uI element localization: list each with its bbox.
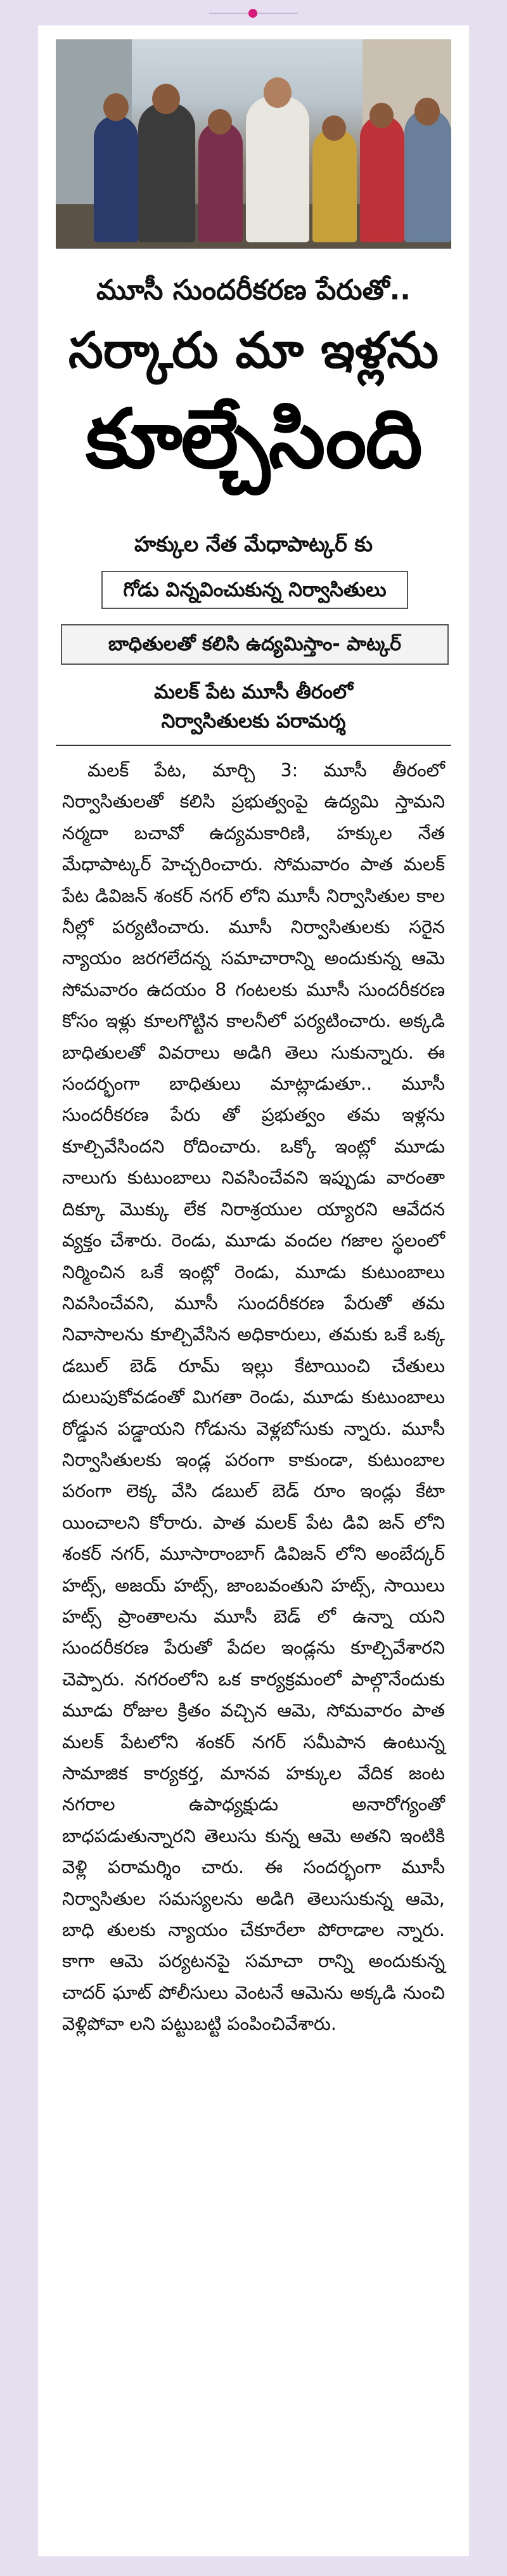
photo-person xyxy=(198,122,243,242)
article-paragraph: మలక్ పేట, మార్చి 3: మూసీ తీరంలో నిర్వాసితులతో కలిసి ప్రభుత్వంపై ఉద్యమి స్తామని నర్మదా బచావో ఉద్యమకారిణి, హక్కుల నేత మేధాపాట్కర్ హెచ్చరించారు. సోమవారం పాత మలక్ పేట డివిజన్ శంకర్ నగర్ లోని మూసీ నిర్వాసితుల కాల నీల్లో పర్యటించారు. మూసీ నిర్వాసితులకు సరైన న్యాయం జరగలేదన్న సమాచారాన్ని అందుకున్న ఆమె సోమవారం ఉదయం 8 గంటలకు మూసీ సుందరీకరణ కోసం ఇళ్లు కూలగొట్టిన కాలనీలో పర్యటించారు. అక్కడి బాధితులతో వివరాలు అడిగి తెలు సుకున్నారు. ఈ సందర్భంగా బాధితులు మాట్లాడుతూ.. మూసీ సుందరీకరణ పేరు తో ప్రభుత్వం తమ ఇళ్లను కూల్చివేసిందని రోదించారు. ఒక్కో ఇంట్లో మూడు నాలుగు కుటుంబాలు నివసించేవని ఇప్పుడు వారంతా దిక్కూ మొక్కు లేక నిరాశ్రయుల య్యారని ఆవేదన వ్యక్తం చేశారు. రెండు, మూడు వందల గజాల స్థలంలో నిర్మించిన ఒకే ఇంట్లో రెండు, మూడు కుటుంబాలు నివసించేవని, మూసీ సుందరీకరణ పేరుతో తమ నివాసాలను కూల్చివేసిన అధికారులు, తమకు ఒకే ఒక్క డబుల్ బెడ్ రూమ్ ఇల్లు కేటాయించి చేతులు దులుపుకోవడంతో మిగతా రెండు, మూడు కుటుంబాలు రోడ్డున పడ్డాయని గోడును వెళ్లబోసుకు న్నారు. మూసీ నిర్వాసితులకు ఇండ్ల పరంగా కాకుండా, కుటుంబాల పరంగా లెక్క వేసి డబుల్ బెడ్ రూం ఇండ్లు కేటా యించాలని కోరారు. పాత మలక్ పేట డివి జన్ లోని శంకర్ నగర్, మూసారాంబాగ్ డివిజన్ లోని అంబేద్కర్ హట్స్, అజయ్ హట్స్, జాంబవంతుని హట్స్, సాయిలు హట్స్ ప్రాంతాలను మూసీ బెడ్ లో ఉన్నా యని సుందరీకరణ పేరుతో పేదల ఇండ్లను కూల్చివేశారని చెప్పారు. నగరంలోని ఒక కార్యక్రమంలో పాల్గొనేందుకు మూడు రోజుల క్రితం వచ్చిన ఆమె, సోమవారం పాత మలక్ పేటలోని శంకర్ నగర్ సమీపాన ఉంటున్న సామాజిక కార్యకర్త, మానవ హక్కుల వేదిక జంట నగరాల ఉపాధ్యక్షుడు అనారోగ్యంతో బాధపడుతున్నారని తెలుసు కున్న ఆమె అతని ఇంటికి వెళ్లి పరామర్శిం చారు. ఈ సందర్భంగా మూసీ నిర్వాసితుల సమస్యలను అడిగి తెలుసుకున్న ఆమె, బాధి తులకు న్యాయం చేకూరేలా పోరాడాల న్నారు. కాగా ఆమె పర్యటనపై సమాచా రాన్ని అందుకున్న చాదర్ ఘాట్ పోలీసులు వెంటనే ఆమెను అక్కడి నుంచి వెళ్లిపోవా లని పట్టుబట్టి పంపించివేశారు. xyxy=(62,760,445,2035)
subhead-2-box: గోడు విన్నవించుకున్న నిర్వాసితులు xyxy=(101,571,408,609)
photo-person xyxy=(360,115,404,242)
deck-divider xyxy=(56,745,451,746)
headline-kicker: మూసీ సుందరీకరణ పేరుతో.. xyxy=(96,274,411,306)
photo-person xyxy=(94,115,138,242)
page-marker-dot xyxy=(248,9,257,18)
photo-person-head xyxy=(264,77,292,108)
photo-person-head xyxy=(414,98,440,126)
photo-person xyxy=(312,128,357,242)
photo-person xyxy=(404,109,451,242)
photo-person-head xyxy=(322,115,346,141)
photo-person-head xyxy=(208,109,232,134)
photo-person-head xyxy=(369,103,394,128)
article-column xyxy=(38,25,469,2556)
deck xyxy=(38,677,469,736)
photo-person xyxy=(138,103,195,242)
subhead-3-box: బాధితులతో కలిసి ఉద్యమిస్తాం- పాట్కర్ xyxy=(61,624,449,665)
photo-person-head xyxy=(103,93,129,121)
headline-line-1: సర్కారు మా ఇళ్లను xyxy=(68,322,439,379)
article-photo xyxy=(56,39,451,249)
deck-line-1: మలక్ పేట మూసీ తీరంలో xyxy=(154,681,353,703)
deck-line-2: నిర్వాసితులకు పరామర్శ xyxy=(161,710,346,733)
photo-person-head xyxy=(152,84,180,114)
headline-line-2: కూల్చేసింది xyxy=(86,392,421,487)
subhead-1: హక్కుల నేత మేధాపాట్కర్ కు xyxy=(134,532,373,556)
article-body xyxy=(62,755,445,2040)
photo-person-medha-patkar xyxy=(246,96,309,242)
